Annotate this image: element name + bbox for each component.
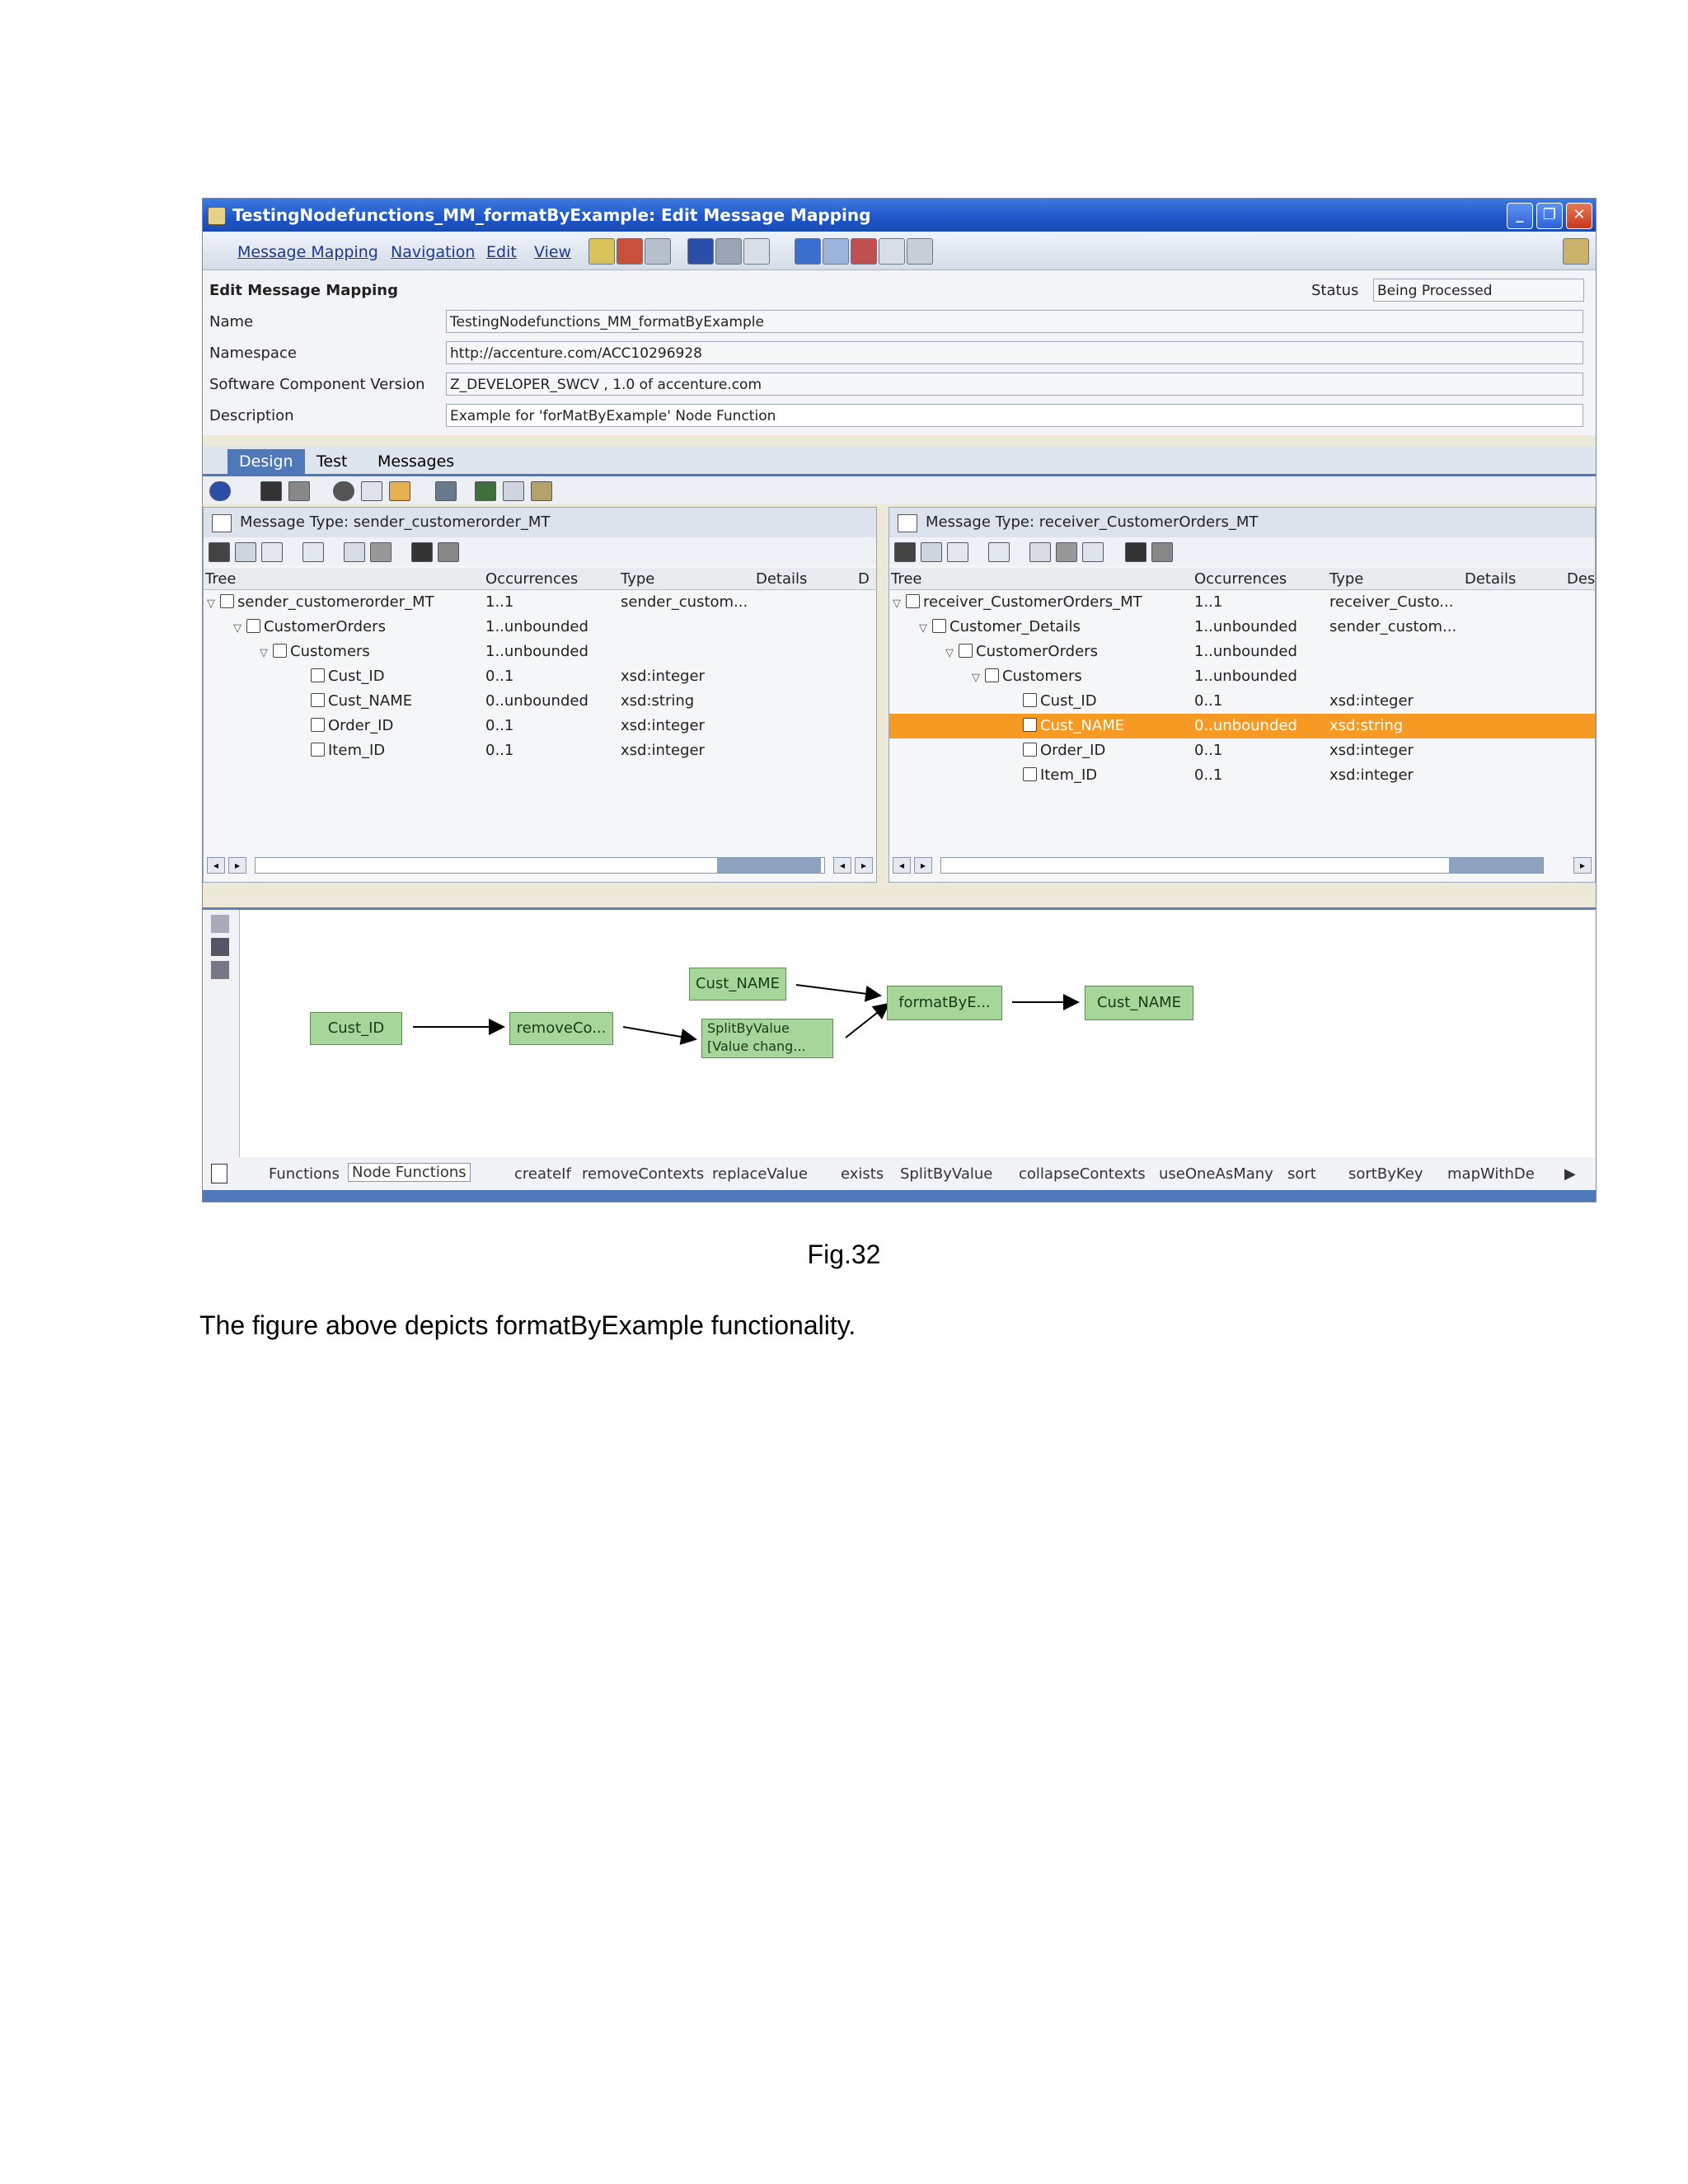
stop-icon[interactable] [851,238,877,265]
find-icon[interactable] [1125,542,1146,562]
move-icon[interactable] [475,481,496,501]
filter-icon[interactable] [988,542,1010,562]
source-horizontal-scrollbar[interactable] [204,854,876,875]
node-type: xsd:integer [1329,766,1414,784]
function-sort[interactable]: sort [1287,1165,1316,1183]
target-node-cust-name[interactable]: Cust_NAME [1085,986,1193,1020]
occurrence: 1..1 [1194,593,1223,611]
tree-row[interactable] [889,615,1595,640]
scroll-thumb[interactable] [1449,858,1543,873]
node-icon [985,668,999,682]
tree-row[interactable] [889,640,1595,664]
attribute-icon[interactable] [344,542,365,562]
tree-row[interactable] [889,763,1595,788]
back-arrow-icon[interactable] [795,238,821,265]
functions-label: Functions [269,1165,340,1183]
node-icon [246,619,260,633]
scroll-left-icon[interactable]: ◂ [833,857,851,874]
node-type: sender_custom... [1329,618,1457,635]
node-type: receiver_Custo... [1329,593,1454,611]
menu-message-mapping[interactable]: Message Mapping [237,243,378,261]
col-d: D [858,570,870,588]
description-label: Description [209,407,294,424]
close-button[interactable]: ✕ [1566,203,1592,229]
tree-row[interactable] [889,738,1595,763]
form-heading: Edit Message Mapping [209,282,398,299]
collapse-icon[interactable]: ▽ [207,598,215,610]
node-name: Cust_NAME [1040,717,1125,734]
node-name: receiver_CustomerOrders_MT [923,593,1142,611]
function-palette [203,1157,1596,1190]
node-type: xsd:integer [621,668,705,685]
function-node-removecontexts[interactable]: removeCo... [509,1012,613,1045]
scroll-left-icon[interactable]: ◂ [207,857,225,874]
col-type: Type [1329,570,1364,588]
function-sortbykey[interactable]: sortByKey [1348,1165,1423,1183]
edge-custname-format [796,985,880,996]
object-icon[interactable] [715,238,742,265]
window-icon[interactable] [879,238,905,265]
dependency-icon[interactable] [370,542,392,562]
edit-form [203,270,1596,435]
occurrence: 0..1 [1194,742,1223,759]
scroll-right-icon[interactable]: ▸ [1573,857,1592,874]
function-node-splitbyvalue[interactable] [701,1019,833,1058]
table-icon[interactable] [389,481,410,501]
window-copy-icon[interactable] [503,481,524,501]
scroll-right-icon[interactable]: ▶ [1564,1165,1576,1183]
target-table-header [889,568,1595,590]
menu-view[interactable]: View [534,243,572,261]
col-tree: Tree [891,570,922,588]
node-icon [1023,767,1037,781]
tree-row[interactable] [889,689,1595,714]
dependency-icon[interactable] [1056,542,1077,562]
save-icon[interactable] [617,238,643,265]
node-icon [906,594,920,608]
node-icon [220,594,234,608]
node-icon [1023,718,1037,732]
node-icon [273,644,287,658]
grid-icon[interactable] [921,542,942,562]
source-message-type: Message Type: sender_customerorder_MT [240,513,551,531]
target-pane-header [889,508,1595,537]
find-icon[interactable] [411,542,433,562]
swcv-field[interactable]: Z_DEVELOPER_SWCV , 1.0 of accenture.com [446,373,1583,396]
function-removecontexts[interactable]: removeContexts [582,1165,705,1183]
scroll-right-icon[interactable]: ▸ [855,857,873,874]
split-node-param: [Value chang... [707,1038,806,1054]
collapse-icon[interactable]: ▽ [945,647,954,659]
message-type-icon [898,514,917,532]
node-icon [1023,693,1037,707]
occurrence: 1..unbounded [1194,643,1297,660]
scroll-track[interactable] [940,857,1544,874]
mapping-graph-editor[interactable] [203,907,1596,1160]
node-name: Customers [290,643,370,660]
figure-caption: Fig.32 [807,1240,881,1269]
scroll-thumb[interactable] [717,858,821,873]
tree-row[interactable] [204,590,876,615]
grid-icon[interactable] [531,481,552,501]
name-field[interactable]: TestingNodefunctions_MM_formatByExample [446,310,1583,333]
copy-structure-icon[interactable] [1151,542,1173,562]
tree-row-selected[interactable] [889,714,1595,738]
function-useoneasmany[interactable]: useOneAsMany [1159,1165,1273,1183]
tree-row[interactable] [204,689,876,714]
occurrence: 0..1 [485,717,514,734]
collapse-icon[interactable]: ▽ [233,622,241,635]
node-name: CustomerOrders [264,618,386,635]
function-collapsecontexts[interactable]: collapseContexts [1019,1165,1146,1183]
target-message-type: Message Type: receiver_CustomerOrders_MT [926,513,1259,531]
function-mapwithdefault[interactable]: mapWithDe [1447,1165,1535,1183]
title-bar [203,199,1596,232]
target-horizontal-scrollbar[interactable] [889,854,1595,875]
pin-icon[interactable] [1563,238,1589,265]
namespace-label: Namespace [209,344,297,362]
node-type: xsd:string [621,692,695,710]
node-icon [311,718,325,732]
split-node-title: SplitByValue [707,1020,790,1036]
tab-design[interactable]: Design [227,449,305,474]
node-name: Cust_NAME [328,692,413,710]
occurrence: 0..1 [1194,766,1223,784]
app-icon [208,207,226,225]
name-label: Name [209,313,254,330]
node-type: xsd:integer [1329,742,1414,759]
help-icon[interactable] [209,481,231,501]
message-type-icon [212,514,232,532]
status-label: Status [1311,282,1359,299]
node-type: sender_custom... [621,593,748,611]
node-icon [311,693,325,707]
source-node-cust-id[interactable]: Cust_ID [310,1012,402,1045]
function-exists[interactable]: exists [841,1165,884,1183]
swcv-label: Software Component Version [209,376,425,393]
forward-arrow-icon[interactable] [823,238,849,265]
node-icon [1023,743,1037,757]
screenshot-window [202,198,1597,1202]
design-toolbar [203,476,1596,504]
node-type: xsd:integer [621,717,705,734]
occurrence: 0..1 [1194,692,1223,710]
new-page-icon[interactable] [211,1164,227,1183]
node-name: Order_ID [1040,742,1106,759]
window-title: TestingNodefunctions_MM_formatByExample: Edit Message Mapping [232,205,871,225]
tree-row[interactable] [204,738,876,763]
node-name: Customer_Details [950,618,1081,635]
tree-row[interactable] [204,615,876,640]
tree-row[interactable] [889,664,1595,689]
tab-test[interactable]: Test [316,452,348,471]
target-pane-toolbar [889,537,1595,565]
tree-row[interactable] [204,664,876,689]
delete-icon[interactable] [288,481,310,501]
node-name: Cust_ID [328,668,385,685]
status-field: Being Processed [1373,279,1584,302]
scroll-left-icon[interactable]: ◂ [893,857,911,874]
tab-bar [203,446,1596,476]
occurrence: 0..1 [485,668,514,685]
node-name: Item_ID [328,742,386,759]
node-icon [932,619,946,633]
tree-row[interactable] [889,590,1595,615]
occurrence: 1..unbounded [1194,668,1297,685]
col-type: Type [621,570,655,588]
collapse-icon[interactable]: ▽ [919,622,927,635]
tree-row[interactable] [204,640,876,664]
namespace-field[interactable]: http://accenture.com/ACC10296928 [446,341,1583,364]
function-category-select[interactable]: Node Functions [348,1163,471,1182]
minimize-button[interactable]: _ [1507,203,1533,229]
node-icon [311,743,325,757]
collapse-icon[interactable]: ▽ [260,647,268,659]
menu-edit[interactable]: Edit [486,243,517,261]
target-structure-pane [889,507,1596,883]
menu-bar [203,232,1596,270]
occurrence: 0..unbounded [485,692,588,710]
node-icon [959,644,973,658]
source-table-header [204,568,876,590]
collapse-icon[interactable]: ▽ [972,672,980,684]
graph-connections [203,910,1596,1157]
document-icon[interactable] [361,481,382,501]
occurrence: 1..unbounded [485,643,588,660]
occurrence: 1..unbounded [485,618,588,635]
node-type: xsd:string [1329,717,1404,734]
function-createif[interactable]: createIf [514,1165,571,1183]
mapping-icon[interactable] [260,481,282,501]
copy-structure-icon[interactable] [438,542,459,562]
node-name: Order_ID [328,717,394,734]
col-details: Details [1465,570,1517,588]
node-name: Customers [1002,668,1082,685]
node-type: xsd:integer [1329,692,1414,710]
tree-icon[interactable] [894,542,916,562]
function-replacevalue[interactable]: replaceValue [712,1165,808,1183]
attribute-icon[interactable] [1029,542,1051,562]
tab-messages[interactable]: Messages [377,452,455,471]
node-icon [311,668,325,682]
edge-split-format [846,1004,889,1038]
occurrence: 1..unbounded [1194,618,1297,635]
info-icon[interactable] [687,238,714,265]
source-pane-toolbar [204,537,876,565]
collapse-icon[interactable]: ▽ [893,598,901,610]
col-tree: Tree [205,570,237,588]
function-splitbyvalue[interactable]: SplitByValue [900,1165,993,1183]
node-name: Item_ID [1040,766,1098,784]
copy-icon[interactable] [645,238,671,265]
occurrence: 1..1 [485,593,514,611]
scroll-right-icon[interactable]: ▸ [228,857,246,874]
occurrence: 0..unbounded [1194,717,1297,734]
node-type: xsd:integer [621,742,705,759]
col-des: Des [1567,570,1596,588]
node-name: Cust_ID [1040,692,1097,710]
col-occurrences: Occurrences [1194,570,1287,588]
source-structure-pane [203,507,877,883]
target-icon[interactable] [333,481,354,501]
layout-icon[interactable] [435,481,457,501]
history-icon[interactable] [907,238,933,265]
maximize-button[interactable]: ❐ [1536,203,1563,229]
bottom-band [203,1190,1596,1202]
occurrence: 0..1 [485,742,514,759]
col-details: Details [756,570,808,588]
expand-icon[interactable] [947,542,968,562]
expand-icon[interactable] [261,542,283,562]
source-pane-header [204,508,876,537]
tree-icon[interactable] [209,542,230,562]
node-name: sender_customerorder_MT [237,593,434,611]
description-field[interactable]: Example for 'forMatByExample' Node Function [446,404,1583,427]
structure-icon[interactable] [743,238,770,265]
tree-row[interactable] [204,714,876,738]
menu-navigation[interactable]: Navigation [391,243,476,261]
scroll-track[interactable] [255,857,825,874]
figure-description: The figure above depicts formatByExample functionality. [199,1310,856,1340]
scroll-right-icon[interactable]: ▸ [914,857,932,874]
source-node-cust-name[interactable]: Cust_NAME [689,968,786,1001]
grid-icon[interactable] [235,542,256,562]
node-name: CustomerOrders [976,643,1098,660]
check-icon[interactable] [588,238,615,265]
col-occurrences: Occurrences [485,570,579,588]
edge-remove-split [623,1027,696,1039]
filter-icon[interactable] [302,542,324,562]
document-icon[interactable] [1082,542,1104,562]
function-node-formatbyexample[interactable]: formatByE... [887,986,1002,1020]
